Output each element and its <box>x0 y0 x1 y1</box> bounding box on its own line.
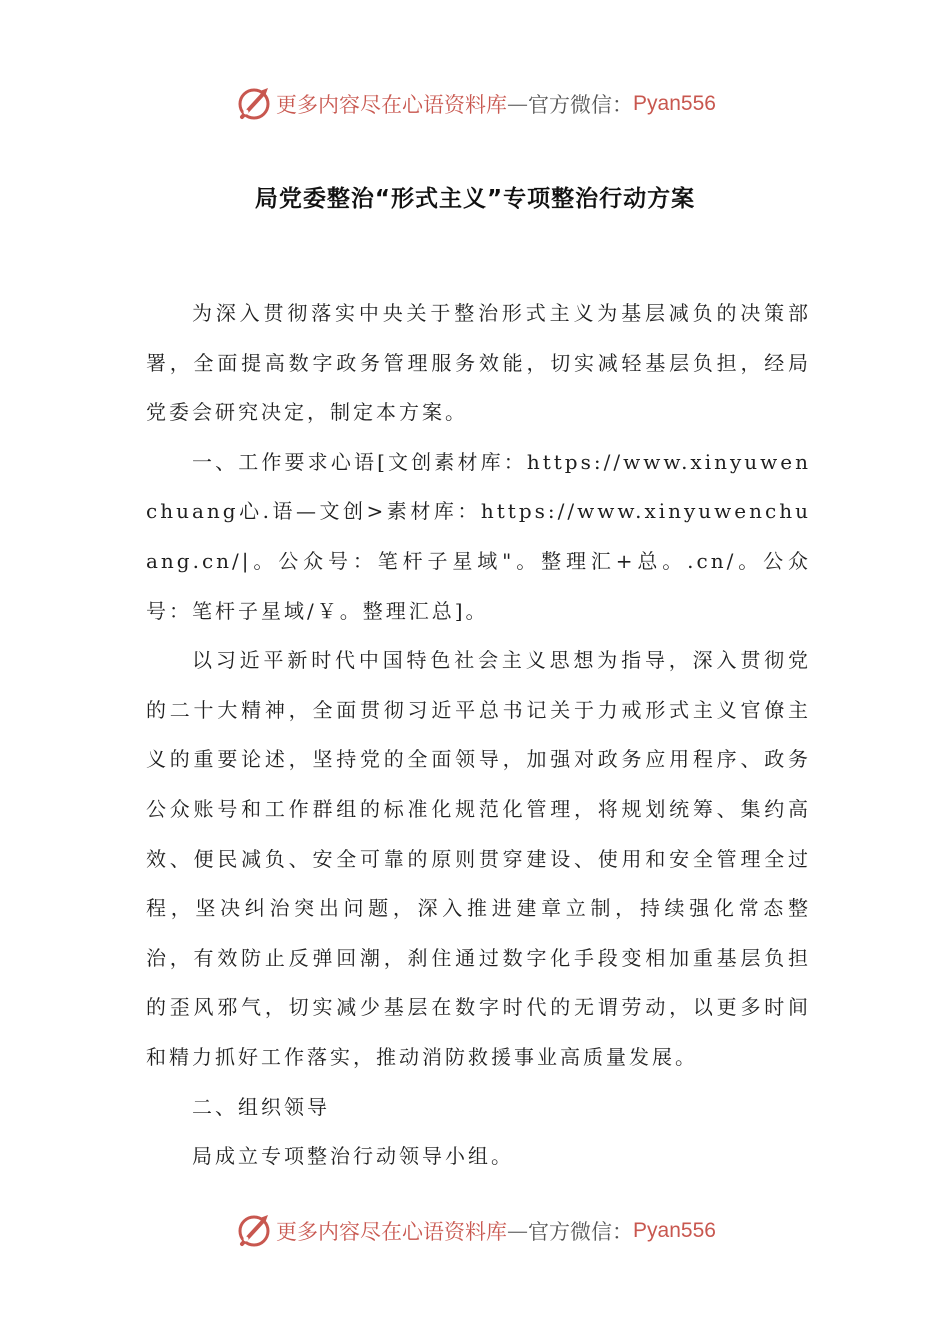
watermark-separator: — <box>507 1219 529 1243</box>
footer-watermark <box>0 1211 950 1251</box>
watermark-brand: 更多内容尽在心语资料库 <box>276 93 508 117</box>
paragraph-guiding-principle: 以习近平新时代中国特色社会主义思想为指导，深入贯彻党的二十大精神，全面贯彻习近平总书记关于力戒形式主义官僚主义的重要论述，坚持党的全面领导，加强对政务应用程序、政务公众账号和工作群组的标准化规范化管理，将规划统筹、集约高效、便民减负、安全可靠的原则贯穿建设、使用和安全管理全过程，坚决纠治突出问题，深入推进建章立制，持续强化常态整治，有效防止反弹回潮，刹住通过数字化手段变相加重基层负担的歪风邪气，切实减少基层在数字时代的无谓劳动，以更多时间和精力抓好工作落实，推动消防救援事业高质量发展。 <box>146 648 811 1069</box>
header-watermark <box>0 84 950 124</box>
document-body <box>146 289 811 1182</box>
watermark-separator: — <box>507 92 529 116</box>
watermark-wechat-id: Pyan556 <box>633 92 716 115</box>
pen-seal-logo-icon <box>234 84 274 124</box>
paragraph-section-one: 一、工作要求心语[文创素材库：https://www.xinyuwenchuang心.语—文创>素材库：https://www.xinyuwenchuang.cn/|。公众号：笔杆子星域"。整理汇+总。.cn/。公众号：笔杆子星域/￥。整理汇总]。 <box>146 449 811 623</box>
paragraph-leadership-group: 局成立专项整治行动领导小组。 <box>192 1144 514 1169</box>
watermark-wechat-id: Pyan556 <box>633 1219 716 1242</box>
section-heading-organization: 二、组织领导 <box>192 1094 330 1119</box>
paragraph-intro: 为深入贯彻落实中央关于整治形式主义为基层减负的决策部署，全面提高数字政务管理服务效能，切实减轻基层负担，经局党委会研究决定，制定本方案。 <box>146 301 811 425</box>
watermark-wechat-label: 官方微信： <box>528 93 634 117</box>
watermark-wechat-label: 官方微信： <box>528 1220 634 1244</box>
pen-seal-logo-icon <box>234 1211 274 1251</box>
document-title: 局党委整治“形式主义”专项整治行动方案 <box>254 186 696 212</box>
watermark-brand: 更多内容尽在心语资料库 <box>276 1220 508 1244</box>
